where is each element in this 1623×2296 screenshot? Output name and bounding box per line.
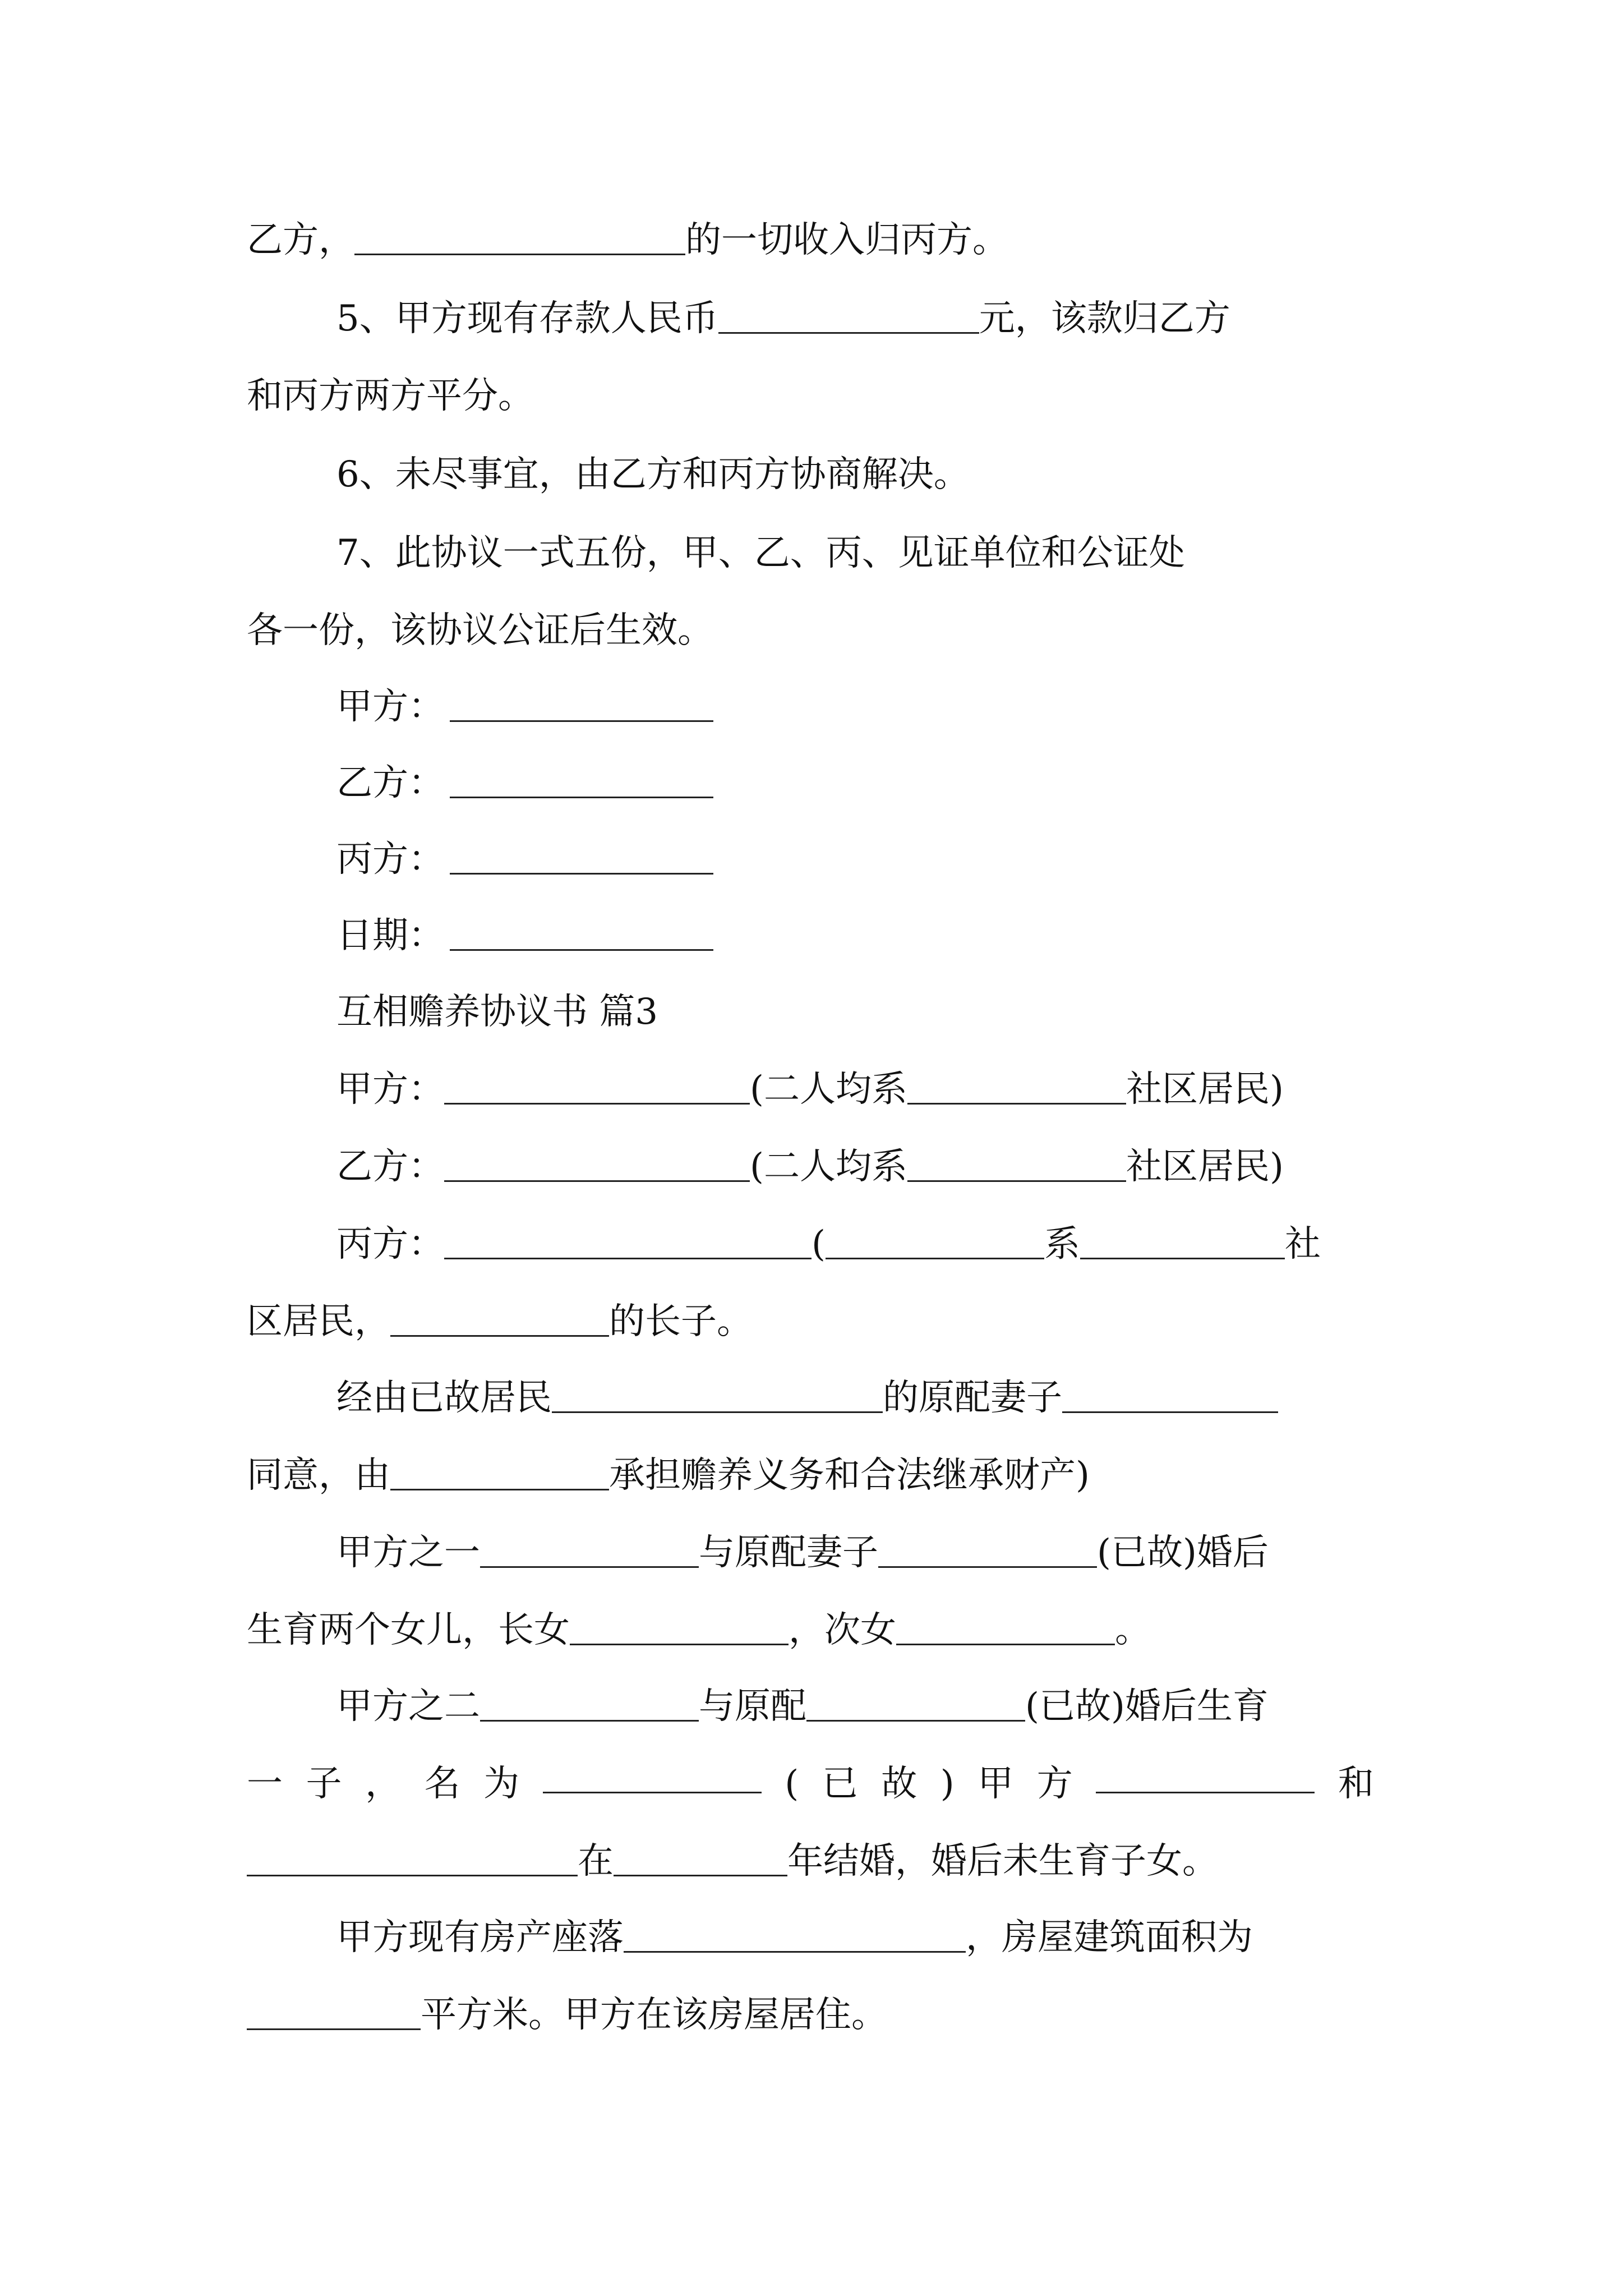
fill-blank [1096, 1757, 1315, 1793]
text-line [336, 1680, 1269, 1733]
fill-blank [354, 219, 685, 255]
text: 甲方之一 [336, 1532, 480, 1573]
text: 甲方之二 [336, 1686, 480, 1727]
text-line [336, 1911, 1253, 1964]
text: 为 [483, 1763, 520, 1805]
fill-blank [896, 1609, 1115, 1645]
fill-blank [806, 1685, 1025, 1722]
fill-blank [390, 1454, 609, 1490]
text: 系 [1044, 1223, 1080, 1265]
text: 和 [1338, 1763, 1374, 1805]
text: 生育两个女儿，长女 [247, 1609, 570, 1651]
text: 丙方： [336, 1223, 444, 1265]
text: 5、甲方现有存款人民币 [336, 298, 718, 339]
text: 子 [306, 1763, 342, 1805]
signature-line-party-a [336, 680, 713, 734]
text: 。 [1115, 1609, 1151, 1651]
text: 的长子。 [609, 1301, 753, 1342]
text: 与原配妻子 [699, 1532, 878, 1573]
text: 甲 [978, 1763, 1014, 1805]
text: 与原配 [699, 1686, 806, 1727]
fill-blank [878, 1531, 1097, 1568]
text: ( [785, 1763, 799, 1805]
text: (二人均系 [750, 1069, 907, 1110]
text: (二人均系 [750, 1146, 907, 1188]
text: 元，该款归乙方 [979, 298, 1230, 339]
fill-blank [247, 1994, 421, 2030]
text: 经由已故居民 [336, 1377, 552, 1419]
fill-blank [390, 1300, 609, 1337]
text: ，次女 [789, 1609, 896, 1651]
text: 6、未尽事宜，由乙方和丙方协商解决。 [336, 454, 970, 495]
text: ， [365, 1763, 402, 1805]
signature-blank [450, 838, 713, 875]
text: 故 [881, 1763, 917, 1805]
text: 的一切收入归丙方。 [685, 219, 1008, 261]
fill-blank [826, 1223, 1044, 1259]
justified-text-line [247, 1757, 1374, 1811]
fill-blank [480, 1531, 699, 1568]
text: 7、此协议一式五份，甲、乙、丙、见证单位和公证处 [336, 532, 1185, 574]
text: (已故)婚后生育 [1025, 1686, 1269, 1727]
text-line [336, 1526, 1269, 1580]
signature-line-party-c [336, 832, 713, 886]
signature-blank [450, 914, 713, 951]
text-line [336, 292, 1230, 346]
text-line [247, 369, 534, 423]
fill-blank [543, 1757, 762, 1793]
label: 甲方： [336, 686, 444, 728]
text-line [247, 213, 1008, 267]
text: 平方米。甲方在该房屋居住。 [421, 1994, 887, 2036]
text-line [247, 604, 713, 657]
text: 乙方， [247, 219, 354, 261]
fill-blank [444, 1145, 750, 1182]
text: 各一份，该协议公证后生效。 [247, 610, 713, 651]
fill-blank [624, 1916, 966, 1953]
text: 名 [424, 1763, 460, 1805]
fill-blank [1062, 1377, 1278, 1413]
signature-line-date [336, 909, 713, 963]
text-line [247, 1295, 753, 1349]
text: 年结婚，婚后未生育子女。 [787, 1841, 1218, 1882]
text: ( [811, 1223, 826, 1265]
fill-blank [444, 1068, 750, 1105]
text: 区居民， [247, 1301, 390, 1342]
text-line [336, 1062, 1284, 1116]
signature-line-party-b [336, 756, 713, 810]
text-line [336, 448, 970, 501]
signature-blank [450, 762, 713, 798]
fill-blank [570, 1609, 789, 1645]
fill-blank [552, 1377, 883, 1413]
text: 甲方现有房产座落 [336, 1917, 624, 1958]
text: ) [940, 1763, 955, 1805]
text: 方 [1036, 1763, 1073, 1805]
text-line [247, 1988, 887, 2042]
text: 一 [247, 1763, 283, 1805]
text-line [336, 1371, 1278, 1425]
text-line [336, 1140, 1284, 1194]
text: 已 [822, 1763, 858, 1805]
text-line [247, 1603, 1151, 1657]
label: 日期： [336, 915, 444, 956]
section-heading [336, 985, 658, 1039]
text: 甲方： [336, 1069, 444, 1110]
fill-blank [718, 297, 979, 334]
text: 社区居民) [1126, 1069, 1284, 1110]
fill-blank [247, 1840, 578, 1876]
text-line [336, 1217, 1321, 1271]
text: 社 [1284, 1223, 1321, 1265]
label: 丙方： [336, 839, 444, 880]
text: 的原配妻子 [883, 1377, 1062, 1419]
text: (已故)婚后 [1097, 1532, 1269, 1573]
fill-blank [1080, 1223, 1285, 1259]
heading-text: 互相赡养协议书 篇3 [336, 991, 658, 1033]
fill-blank [480, 1685, 699, 1722]
text-line [336, 526, 1185, 580]
fill-blank [907, 1068, 1126, 1105]
text: ，房屋建筑面积为 [966, 1917, 1253, 1958]
text: 乙方： [336, 1146, 444, 1188]
signature-blank [450, 685, 713, 722]
text: 在 [578, 1841, 614, 1882]
text: 社区居民) [1126, 1146, 1284, 1188]
label: 乙方： [336, 762, 444, 804]
text: 和丙方两方平分。 [247, 375, 534, 417]
fill-blank [907, 1145, 1126, 1182]
fill-blank [444, 1223, 811, 1259]
text-line [247, 1448, 1090, 1502]
text: 同意，由 [247, 1455, 390, 1496]
text-line [247, 1834, 1218, 1888]
text: 承担赡养义务和合法继承财产) [609, 1455, 1090, 1496]
fill-blank [614, 1840, 787, 1876]
